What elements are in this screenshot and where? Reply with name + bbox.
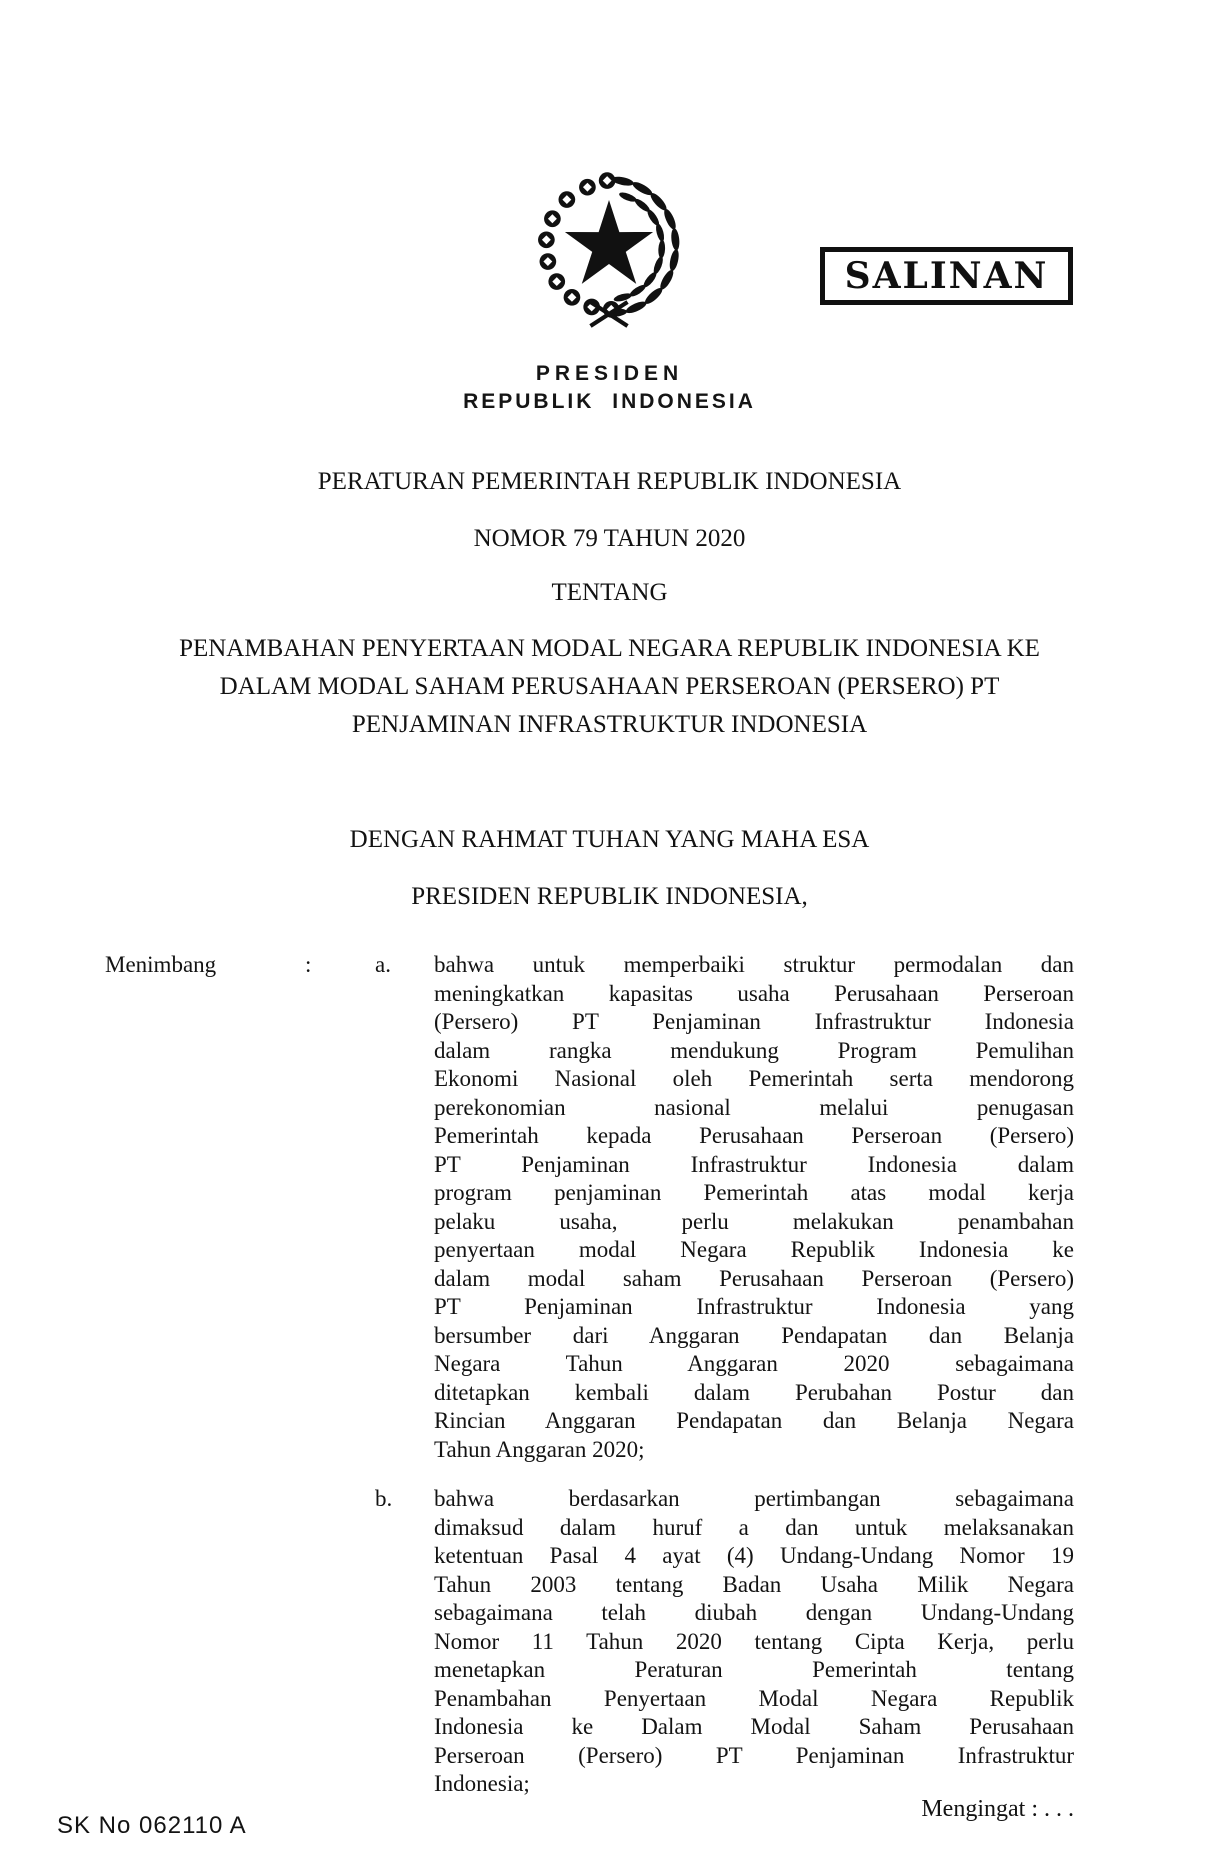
invocation-line: DENGAN RAHMAT TUHAN YANG MAHA ESA xyxy=(349,826,870,853)
letterhead-republik-indonesia: REPUBLIK INDONESIA xyxy=(463,390,756,413)
item-line: Indonesia; xyxy=(434,1771,530,1796)
menimbang-block xyxy=(105,951,1074,1799)
item-line: Rincian Anggaran Pendapatan dan Belanja Negara xyxy=(434,1408,1074,1433)
presidential-emblem-icon xyxy=(521,158,697,344)
salinan-stamp xyxy=(820,247,1073,305)
tentang-label: TENTANG xyxy=(551,579,668,606)
subject-line: PENAMBAHAN PENYERTAAN MODAL NEGARA REPUBLIK INDONESIA KE xyxy=(179,635,1040,662)
item-line: PT Penjaminan Infrastruktur Indonesia yang xyxy=(434,1294,1074,1319)
item-line: dalam modal saham Perusahaan Perseroan (Persero) xyxy=(434,1265,1074,1291)
item-line: ditetapkan kembali dalam Perubahan Postur dan xyxy=(434,1379,1074,1405)
item-line: ketentuan Pasal 4 ayat (4) Undang-Undang Nomor 19 xyxy=(434,1543,1074,1568)
letterhead-presiden: PRESIDEN xyxy=(535,362,684,385)
item-line: penyertaan modal Negara Republik Indonesia ke xyxy=(434,1237,1074,1262)
item-line: (Persero) PT Penjaminan Infrastruktur Indonesia xyxy=(434,1009,1074,1034)
item-line: Indonesia ke Dalam Modal Saham Perusahaan xyxy=(434,1714,1074,1739)
item-letter: a. xyxy=(375,952,391,977)
item-line: pelaku usaha, perlu melakukan penambahan xyxy=(434,1208,1074,1234)
letterhead xyxy=(0,362,1219,414)
menimbang-item-a xyxy=(375,951,1074,1464)
item-line: Nomor 11 Tahun 2020 tentang Cipta Kerja, perlu xyxy=(434,1628,1074,1654)
subject-line: PENJAMINAN INFRASTRUKTUR INDONESIA xyxy=(351,711,868,738)
item-line: Tahun Anggaran 2020; xyxy=(434,1436,645,1462)
item-line: Ekonomi Nasional oleh Pemerintah serta mendorong xyxy=(434,1066,1074,1091)
item-line: dimaksud dalam huruf a dan untuk melaksanakan xyxy=(434,1514,1074,1540)
item-line: bahwa berdasarkan pertimbangan sebagaimana xyxy=(434,1486,1074,1511)
menimbang-label: Menimbang xyxy=(105,952,217,977)
regulation-number: NOMOR 79 TAHUN 2020 xyxy=(473,525,746,552)
regulation-title: PERATURAN PEMERINTAH REPUBLIK INDONESIA xyxy=(317,468,902,495)
item-letter: b. xyxy=(375,1486,393,1511)
item-line: meningkatkan kapasitas usaha Perusahaan Perseroan xyxy=(434,980,1074,1006)
subject-lines xyxy=(0,630,1219,744)
item-line: PT Penjaminan Infrastruktur Indonesia dalam xyxy=(434,1151,1074,1177)
item-line: Penambahan Penyertaan Modal Negara Republik xyxy=(434,1685,1074,1711)
authority-line: PRESIDEN REPUBLIK INDONESIA, xyxy=(411,883,808,910)
subject-line: DALAM MODAL SAHAM PERUSAHAAN PERSEROAN (PERSERO) PT xyxy=(219,673,1000,700)
item-line: sebagaimana telah diubah dengan Undang-Undang xyxy=(434,1600,1074,1625)
item-lines xyxy=(434,1485,1074,1799)
menimbang-colon: : xyxy=(305,952,312,977)
item-line: program penjaminan Pemerintah atas modal kerja xyxy=(434,1180,1074,1205)
item-line: Perseroan (Persero) PT Penjaminan Infrastruktur xyxy=(434,1742,1074,1768)
menimbang-item-b xyxy=(375,1485,1074,1799)
sk-number: SK No 062110 A xyxy=(57,1812,247,1839)
item-line: perekonomian nasional melalui penugasan xyxy=(434,1094,1074,1120)
menimbang-items xyxy=(375,951,1074,1799)
item-line: bahwa untuk memperbaiki struktur permodalan dan xyxy=(434,952,1074,977)
item-line: dalam rangka mendukung Program Pemulihan xyxy=(434,1037,1074,1063)
item-lines xyxy=(434,951,1074,1464)
mengingat-continuation: Mengingat : . . . xyxy=(921,1796,1074,1822)
item-line: Negara Tahun Anggaran 2020 sebagaimana xyxy=(434,1351,1074,1376)
item-line: menetapkan Peraturan Pemerintah tentang xyxy=(434,1657,1074,1682)
item-line: Pemerintah kepada Perusahaan Perseroan (Persero) xyxy=(434,1123,1074,1148)
salinan-label: SALINAN xyxy=(844,255,1049,297)
item-line: bersumber dari Anggaran Pendapatan dan Belanja xyxy=(434,1322,1074,1348)
item-line: Tahun 2003 tentang Badan Usaha Milik Negara xyxy=(434,1571,1074,1597)
